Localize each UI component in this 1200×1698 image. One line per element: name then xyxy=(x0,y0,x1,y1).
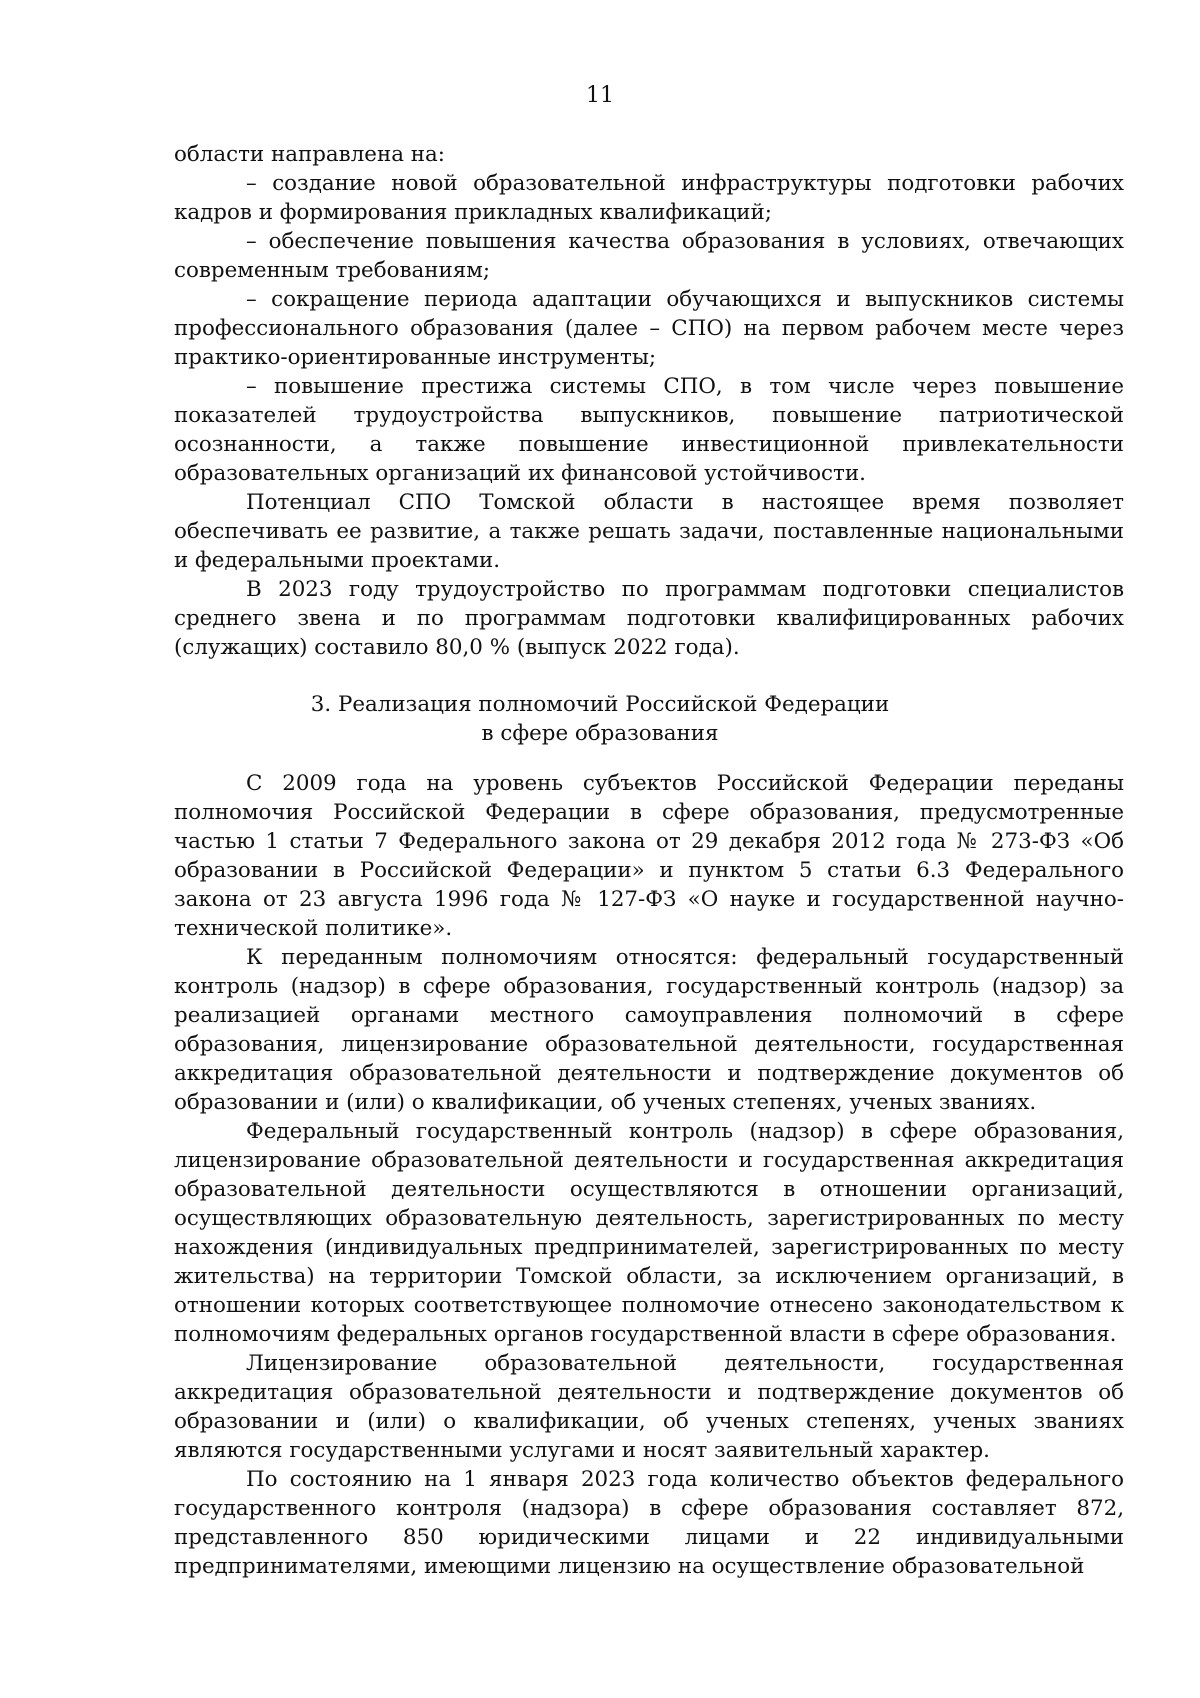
paragraph-continuation: области направлена на: xyxy=(174,142,445,167)
list-item: – обеспечение повышения качества образования в условиях, отвечающих современным требованиям; xyxy=(174,229,1124,283)
section-body-1 xyxy=(174,140,1124,662)
list-item: – создание новой образовательной инфраструктуры подготовки рабочих кадров и формирования прикладных квалификаций; xyxy=(174,171,1124,225)
section-heading xyxy=(0,690,1200,748)
list-item: – сокращение периода адаптации обучающихся и выпускников системы профессионального образования (далее – СПО) на первом рабочем месте через практико-ориентированные инструменты; xyxy=(174,287,1124,370)
paragraph: Федеральный государственный контроль (надзор) в сфере образования, лицензирование образовательной деятельности и государственная аккредитация образовательной деятельности осуществляются в отношении организаций, осуществляющих образовательную деятельность, зарегистрированных по месту нахождения (индивидуальных предпринимателей, зарегистрированных по месту жительства) на территории Томской области, за исключением организаций, в отношении которых соответствующее полномочие отнесено законодательством к полномочиям федеральных органов государственной власти в сфере образования. xyxy=(174,1119,1124,1347)
section-heading-line-2: в сфере образования xyxy=(481,721,719,746)
paragraph: С 2009 года на уровень субъектов Российской Федерации переданы полномочия Российской Федерации в сфере образования, предусмотренные частью 1 статьи 7 Федерального закона от 29 декабря 2012 года № 273-ФЗ «Об образовании в Российской Федерации» и пунктом 5 статьи 6.3 Федерального закона от 23 августа 1996 года № 127-ФЗ «О науке и государственной научно-технической политике». xyxy=(174,771,1124,941)
paragraph: По состоянию на 1 января 2023 года количество объектов федерального государственного контроля (надзора) в сфере образования составляет 872, представленного 850 юридическими лицами и 22 индивидуальными предпринимателями, имеющими лицензию на осуществление образовательной xyxy=(174,1467,1124,1579)
page-number: 11 xyxy=(586,83,614,108)
paragraph: Потенциал СПО Томской области в настоящее время позволяет обеспечивать ее развитие, а также решать задачи, поставленные национальными и федеральными проектами. xyxy=(174,490,1124,573)
paragraph: К переданным полномочиям относятся: федеральный государственный контроль (надзор) в сфере образования, государственный контроль (надзор) за реализацией органами местного самоуправления полномочий в сфере образования, лицензирование образовательной деятельности, государственная аккредитация образовательной деятельности и подтверждение документов об образовании и (или) о квалификации, об ученых степенях, ученых званиях. xyxy=(174,945,1124,1115)
paragraph: Лицензирование образовательной деятельности, государственная аккредитация образовательной деятельности и подтверждение документов об образовании и (или) о квалификации, об ученых степенях, ученых званиях являются государственными услугами и носят заявительный характер. xyxy=(174,1351,1124,1463)
paragraph: В 2023 году трудоустройство по программам подготовки специалистов среднего звена и по программам подготовки квалифицированных рабочих (служащих) составило 80,0 % (выпуск 2022 года). xyxy=(174,577,1124,660)
list-item: – повышение престижа системы СПО, в том числе через повышение показателей трудоустройства выпускников, повышение патриотической осознанности, а также повышение инвестиционной привлекательности образовательных организаций их финансовой устойчивости. xyxy=(174,374,1124,486)
section-heading-line-1: 3. Реализация полномочий Российской Федерации xyxy=(310,692,890,717)
section-body-2 xyxy=(174,769,1124,1581)
